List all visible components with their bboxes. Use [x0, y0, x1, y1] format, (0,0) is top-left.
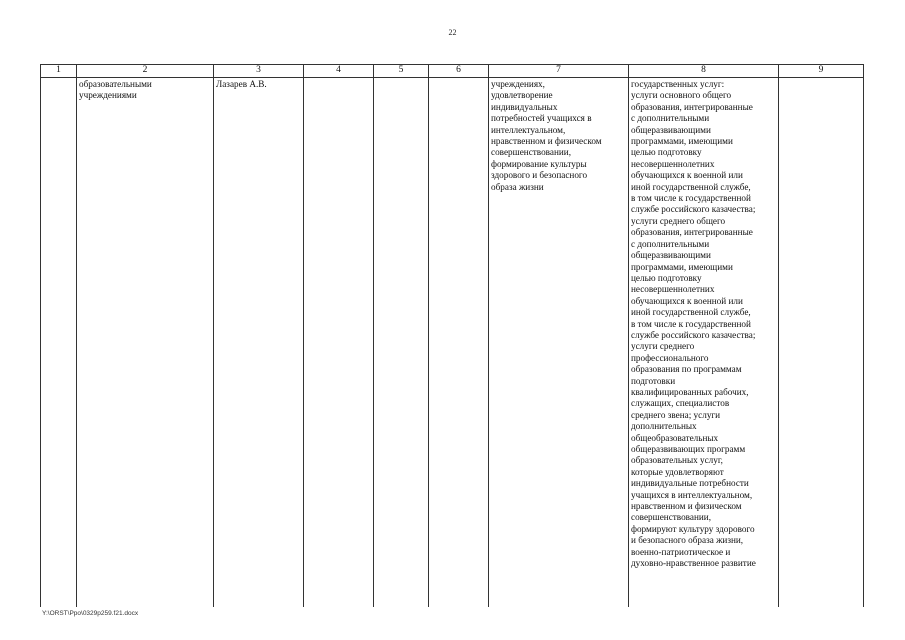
column-header-4: 4 — [304, 65, 374, 78]
cell-text-col-3: Лазарев А.В. — [216, 79, 267, 89]
column-header-7: 7 — [489, 65, 629, 78]
column-header-2: 2 — [77, 65, 214, 78]
cell-col-9 — [779, 78, 864, 608]
cell-col-5 — [374, 78, 429, 608]
cell-col-3 — [214, 78, 304, 608]
page-number: 22 — [448, 28, 457, 37]
cell-text-col-7: учреждениях, удовлетворение индивидуальных потребностей учащихся в интеллектуальном, нравственном и физическом совершенствовании, формирование культуры здорового и безопасного образа жизни — [491, 79, 602, 192]
cell-text-col-2: образовательными учреждениями — [79, 79, 152, 101]
cell-col-1 — [41, 78, 77, 608]
column-header-3: 3 — [214, 65, 304, 78]
cell-col-7 — [489, 78, 629, 608]
cell-col-8 — [629, 78, 779, 608]
document-table — [40, 64, 864, 607]
cell-text-col-8: государственных услуг: услуги основного общего образования, интегрированные с дополнительными общеразвивающими программами, имеющими целью подготовку несовершеннолетних обучающихся к военной или иной государственной службе, в том числе к государственной службе российского казачества; услуги среднего общего образования, интегрированные с дополнительными общеразвивающими программами, имеющими целью подготовку несовершеннолетних обучающихся к военной или иной государственной службе, в том числе к государственной службе российского казачества; услуги среднего профессионального образования по программам подготовки квалифицированных рабочих, служащих, специалистов среднего звена; услуги дополнительных общеобразовательных общеразвивающих программ образовательных услуг, которые удовлетворяют индивидуальные потребности учащихся в интеллектуальном, нравственном и физическом совершенствовании, формируют культуру здорового и безопасного образа жизни, военно-патриотическое и духовно-нравственное развитие — [631, 79, 756, 569]
column-header-8: 8 — [629, 65, 779, 78]
column-header-9: 9 — [779, 65, 864, 78]
cell-col-2 — [77, 78, 214, 608]
cell-col-4 — [304, 78, 374, 608]
column-header-6: 6 — [429, 65, 489, 78]
column-header-5: 5 — [374, 65, 429, 78]
cell-col-6 — [429, 78, 489, 608]
column-header-1: 1 — [41, 65, 77, 78]
table-header-row — [41, 65, 864, 78]
file-path-footer: Y:\ORST\Ppo\0329p259.f21.docx — [42, 610, 139, 617]
table-row — [41, 78, 864, 608]
